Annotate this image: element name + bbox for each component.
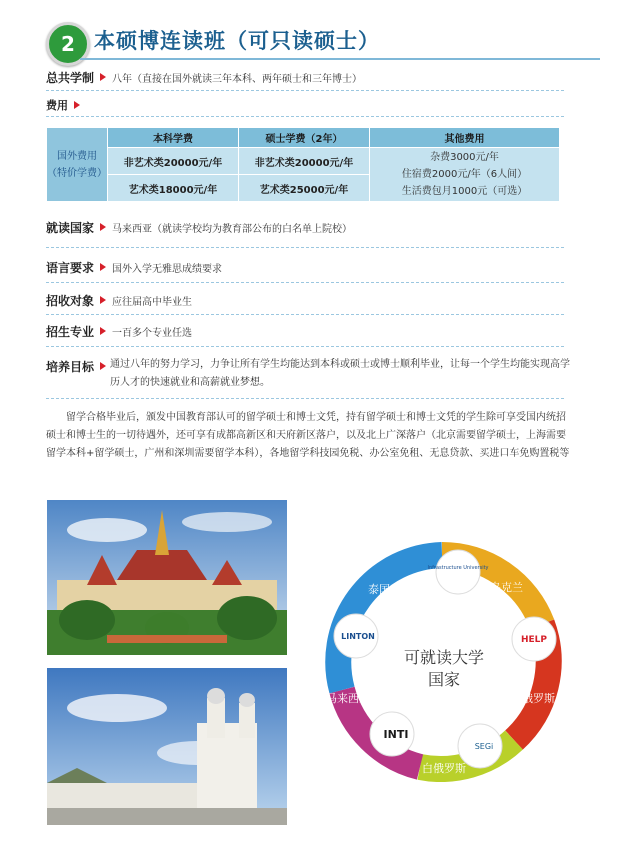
majors-row [46,323,192,340]
divider [46,247,564,248]
fee-row-label-main: 国外费用 [57,150,97,162]
arrow-icon [100,223,106,231]
header-undergrad: 本科学费 [108,128,239,148]
infrastructure-university-logo [436,550,480,594]
fee-table [46,127,560,202]
goal-label: 培养目标 [46,360,95,374]
country-row [46,219,352,236]
target-value: 应往届高中毕业生 [112,297,193,308]
diagram-center-line-1: 可就读大学 [403,648,485,667]
divider [46,90,564,91]
goal-row [46,358,112,375]
logo-text-inti: INTI [383,728,409,741]
country-label-ukraine: 乌克兰 [490,581,523,594]
divider [46,282,564,283]
logo-text-help: HELP [520,635,548,645]
country-label-thailand: 泰国 [368,583,390,596]
other-fee-item: 杂费3000元/年 [430,152,499,163]
duration-label: 总共学制 [46,71,95,85]
language-value: 国外入学无雅思成绩要求 [112,264,223,275]
cell-ms-art: 艺术类25000元/年 [239,175,370,202]
section-number: 2 [61,32,75,56]
divider [46,314,564,315]
divider [46,116,564,117]
cell-ug-art: 艺术类18000元/年 [108,175,239,202]
target-row [46,292,192,309]
language-label: 语言要求 [46,261,95,275]
cell-ug-non-art: 非艺术类20000元/年 [108,148,239,175]
thai-palace-photo [47,500,287,655]
arrow-icon [74,101,80,109]
fees-label: 费用 [46,99,68,112]
cell-ms-non-art: 非艺术类20000元/年 [239,148,370,175]
cell-other-fees [370,148,560,202]
logo-text-segi: SEGi [474,742,494,751]
country-value: 马来西亚（就读学校均为教育部公布的白名单上院校） [112,224,353,235]
arrow-icon [100,362,106,370]
other-fee-item: 住宿费2000元/年（6人间） [401,169,528,180]
duration-row [46,69,362,86]
arrow-icon [100,327,106,335]
duration-value: 八年（直接在国外就读三年本科、两年硕士和三年博士） [112,74,363,85]
logo-text-linton: LINTON [341,632,375,641]
divider [46,346,564,347]
other-fee-item: 生活费包月1000元（可选） [401,186,528,197]
country-label: 就读国家 [46,221,95,235]
arrow-icon [100,73,106,81]
title-underline [80,58,600,60]
majors-value: 一百多个专业任选 [112,328,193,339]
goal-value: 通过八年的努力学习，力争让所有学生均能达到本科或硕士或博士顺利毕业，让每一个学生均能实现高学历人才的快速就业和高薪就业梦想。 [110,359,570,388]
header-other: 其他费用 [370,128,560,148]
benefits-paragraph: 留学合格毕业后，颁发中国教育部认可的留学硕士和博士文凭，持有留学硕士和博士文凭的学生除可享受国内统招硕士和博士生的一切待遇外，还可享有成都高新区和天府新区落户，以及北上广深落户（北京需要留学硕士，上海需要留学本科+留学硕士，广州和深圳需要留学本科），各地留学科技园免税、办公室免租、无息贷款、买进口车免购置税等 [46,412,570,459]
majors-label: 招生专业 [46,325,95,339]
header-master: 硕士学费（2年） [239,128,370,148]
country-label-russia: 俄罗斯 [522,692,555,705]
arrow-icon [100,296,106,304]
divider [46,398,564,399]
page-title: 本硕博连读班（可只读硕士） [94,29,380,53]
country-label-malaysia: 马来西亚 [326,692,370,705]
diagram-center-line-2: 国家 [427,670,461,689]
language-row [46,259,222,276]
target-label: 招收对象 [46,294,95,308]
fee-row-label [47,128,108,202]
countries-ring-diagram [322,542,562,782]
country-label-belarus: 白俄罗斯 [422,762,466,775]
fee-row-label-sub: （特价学费） [47,167,107,179]
fees-row [46,97,86,113]
logo-text-infrastructure: Infrastructure University [427,565,489,571]
arrow-icon [100,263,106,271]
cathedral-photo [47,668,287,825]
